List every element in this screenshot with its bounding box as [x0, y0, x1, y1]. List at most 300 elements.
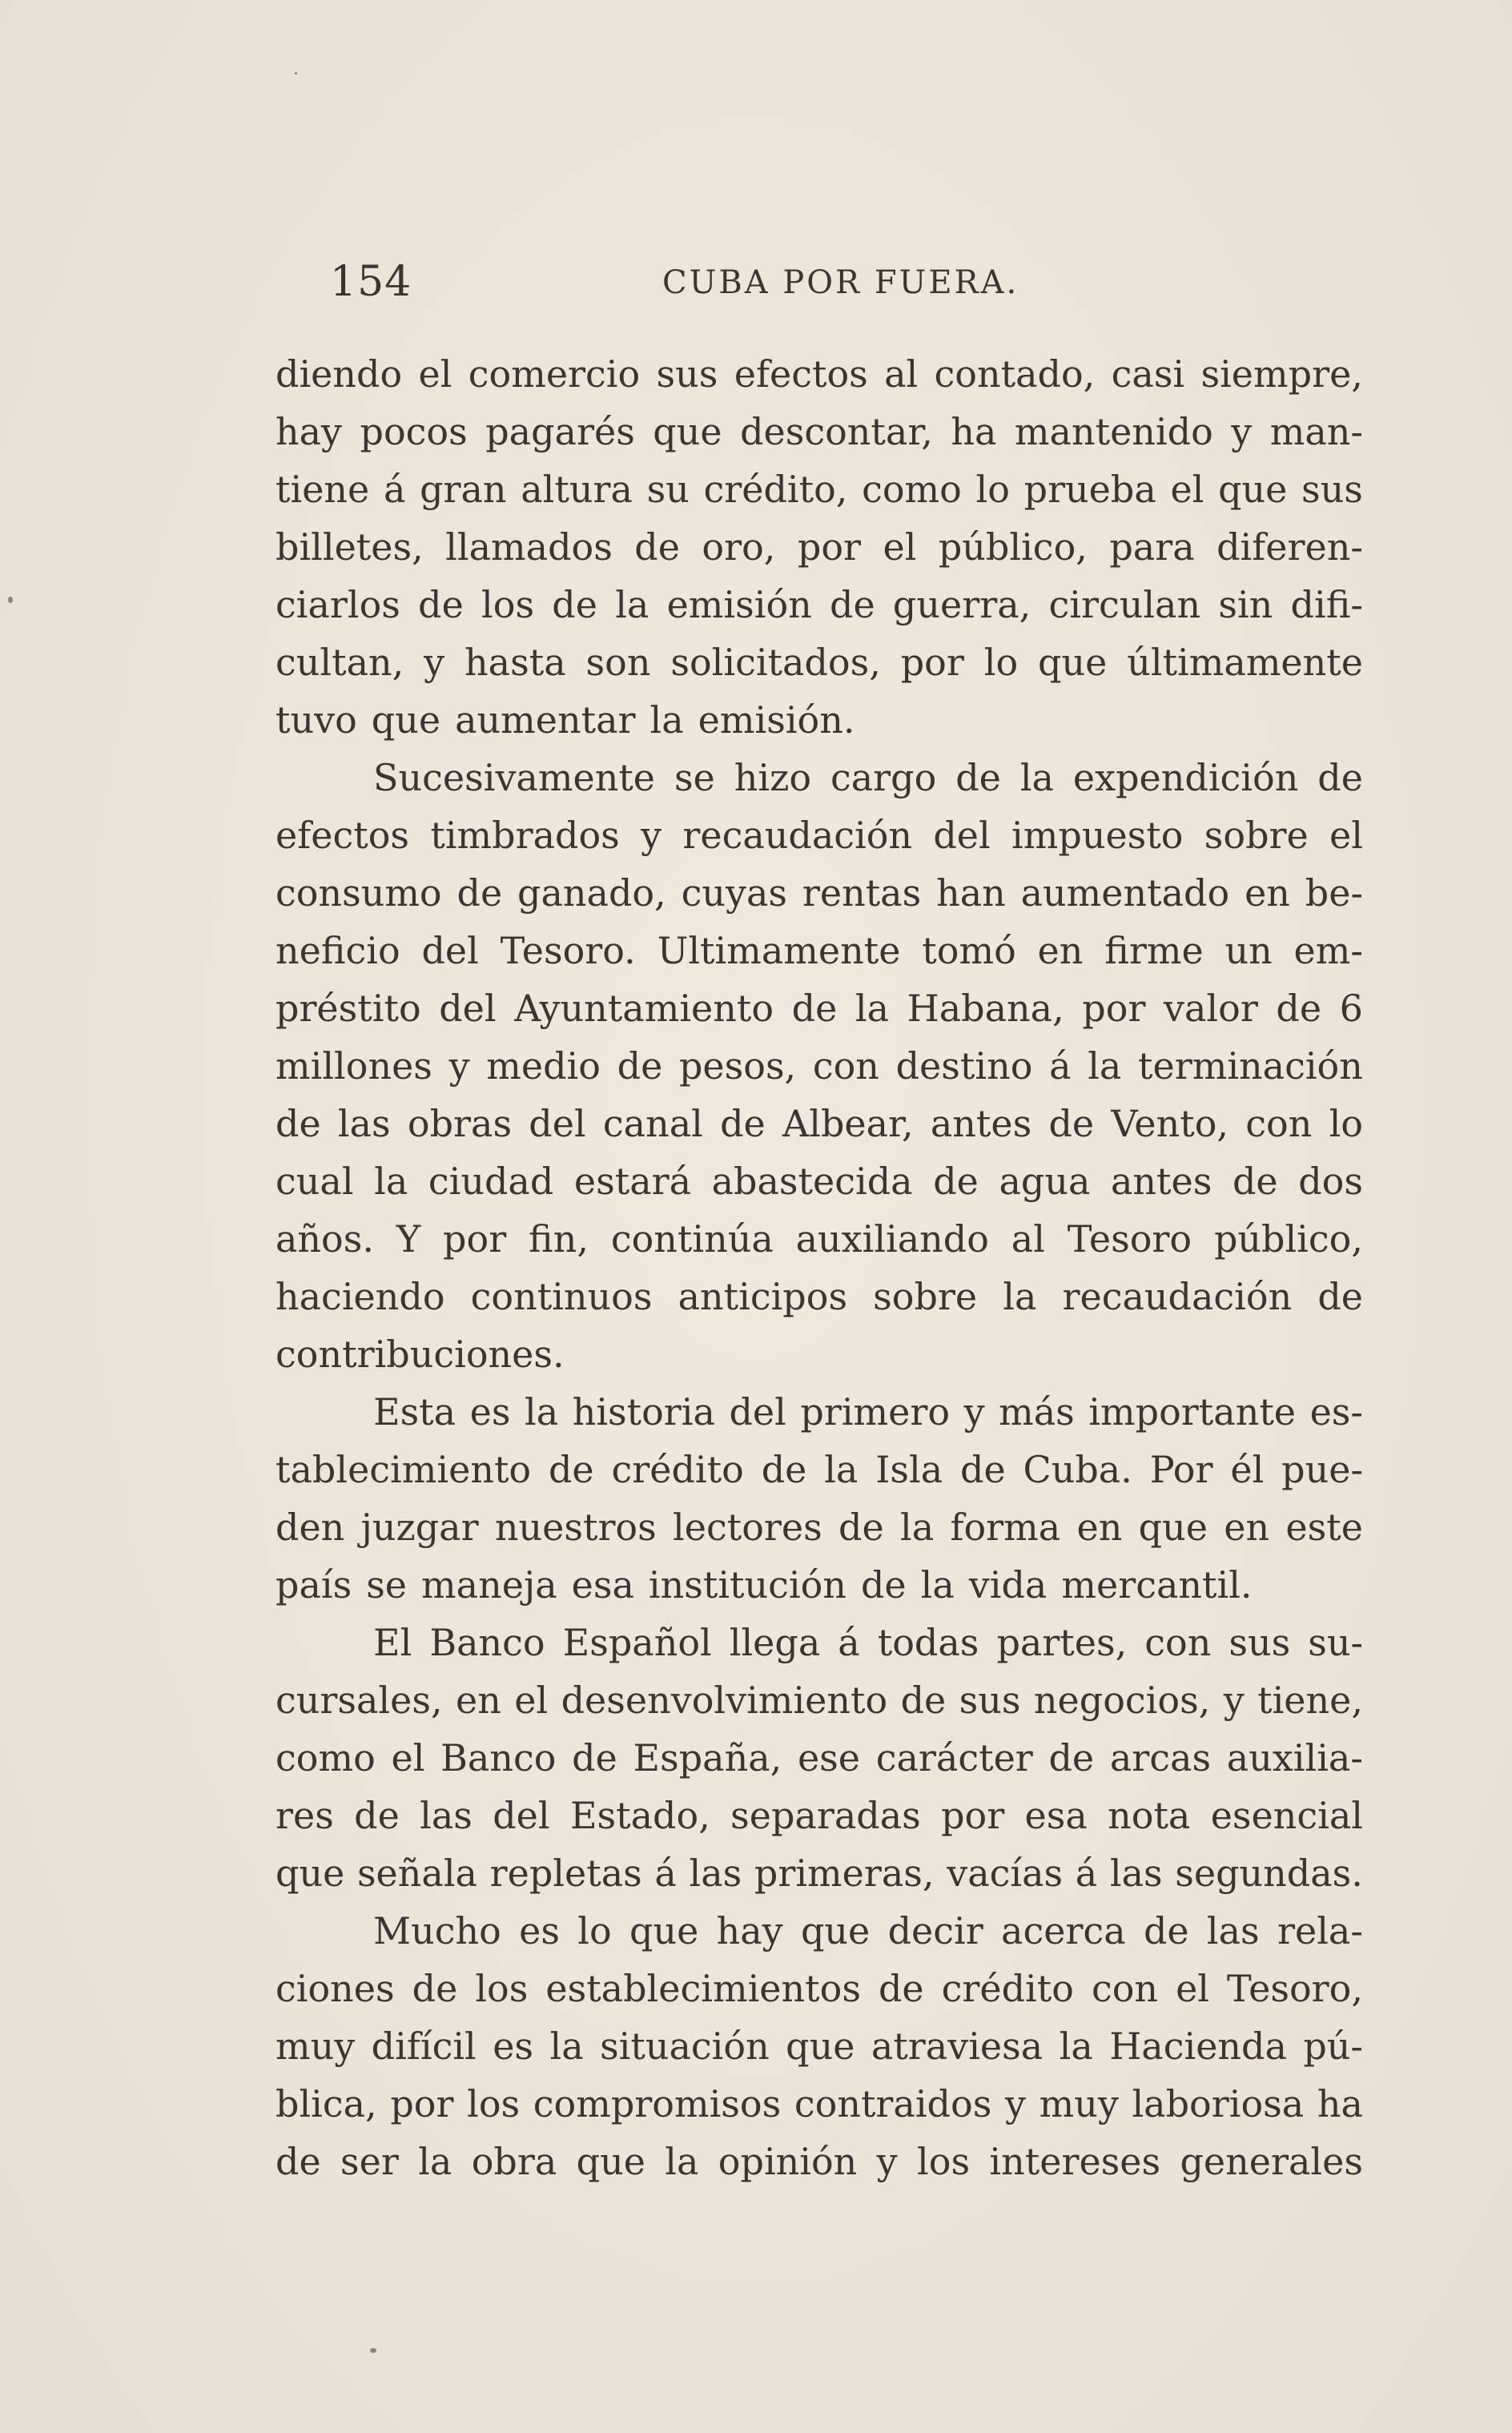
- text-line: [275, 1844, 1363, 1902]
- word: Isla: [875, 1448, 943, 1491]
- word: todas: [877, 1621, 979, 1664]
- word: ha: [1317, 2082, 1363, 2125]
- word: cursales,: [275, 1679, 443, 1722]
- word: que: [275, 1852, 345, 1895]
- word: repletas: [489, 1852, 642, 1895]
- word: valor: [1164, 987, 1258, 1030]
- word: desenvolvimiento: [561, 1679, 888, 1722]
- word: y: [1223, 1679, 1245, 1722]
- word: que: [576, 2140, 645, 2183]
- word: al: [1011, 1217, 1045, 1261]
- word: primeras,: [754, 1852, 935, 1895]
- text-line: [275, 460, 1363, 518]
- word: de: [1276, 987, 1322, 1030]
- text-line: [275, 1441, 1363, 1498]
- word: obra: [471, 2140, 557, 2183]
- word: pagarés: [485, 410, 635, 453]
- word: en: [455, 1679, 501, 1722]
- word: la: [1019, 756, 1054, 799]
- word: con: [812, 1044, 879, 1088]
- word: como: [862, 468, 962, 511]
- word: de: [933, 1160, 979, 1203]
- word: en: [1037, 929, 1084, 972]
- word: del: [493, 1794, 550, 1837]
- word: rela-: [1277, 1909, 1363, 1952]
- word: maneja: [421, 1563, 557, 1607]
- word: millones: [275, 1044, 432, 1088]
- word: muy: [1039, 2082, 1119, 2125]
- word: es-: [1309, 1390, 1363, 1434]
- word: Español: [562, 1621, 712, 1664]
- word: ciones: [275, 1967, 395, 2010]
- word: agua: [999, 1160, 1091, 1203]
- word: y: [1004, 2082, 1026, 2125]
- word: timbrados: [430, 814, 620, 857]
- word: últimamente: [1127, 641, 1363, 684]
- word: hay: [275, 410, 343, 453]
- word: institución: [648, 1563, 846, 1607]
- word: pue-: [1281, 1448, 1363, 1491]
- word: la: [418, 2140, 452, 2183]
- word: con: [1144, 1621, 1212, 1664]
- word: Banco: [440, 1736, 557, 1780]
- word: que: [629, 1909, 699, 1952]
- word: muy: [275, 2025, 356, 2068]
- word: Hacienda: [1109, 2025, 1287, 2068]
- word: las: [337, 1102, 391, 1145]
- word: han: [936, 871, 1006, 915]
- word: neficio: [275, 929, 400, 972]
- word: cargo: [830, 756, 937, 799]
- word: sus: [656, 352, 718, 396]
- word: país: [275, 1563, 352, 1607]
- word: el: [1170, 468, 1204, 511]
- word: acerca: [1001, 1909, 1126, 1952]
- word: segundas.: [1175, 1852, 1363, 1895]
- word: por: [941, 1794, 1005, 1837]
- word: vida: [968, 1563, 1048, 1607]
- word: él: [1230, 1448, 1265, 1491]
- word: á: [383, 468, 406, 511]
- word: las: [1206, 1909, 1260, 1952]
- word: del: [421, 929, 479, 972]
- word: cultan,: [275, 641, 404, 684]
- word: fin,: [529, 1217, 589, 1261]
- word: la: [374, 1160, 408, 1203]
- word: del: [439, 987, 497, 1030]
- word: ese: [797, 1736, 861, 1780]
- word: de: [1232, 1160, 1278, 1203]
- word: El: [373, 1621, 412, 1664]
- word: al: [884, 352, 919, 396]
- word: nota: [1108, 1794, 1191, 1837]
- word: carácter: [875, 1736, 1033, 1780]
- word: por: [797, 525, 862, 569]
- word: su-: [1308, 1621, 1363, 1664]
- word: de: [552, 583, 597, 626]
- word: del: [529, 1102, 586, 1145]
- word: los: [917, 2140, 971, 2183]
- word: de: [548, 1448, 594, 1491]
- word: llamados: [445, 525, 613, 569]
- ink-speck: [295, 72, 297, 74]
- word: por: [900, 641, 964, 684]
- word: Tesoro: [1067, 1217, 1192, 1261]
- word: pocos: [360, 410, 468, 453]
- word: difi-: [1290, 583, 1363, 626]
- word: sin: [1218, 583, 1273, 626]
- word: por: [443, 1217, 507, 1261]
- word: Y: [396, 1217, 421, 1261]
- word: los: [467, 2082, 521, 2125]
- word: el: [391, 1736, 425, 1780]
- word: aumentado: [1020, 871, 1230, 915]
- word: es: [469, 1390, 511, 1434]
- word: pesos,: [678, 1044, 797, 1088]
- word: cuyas: [681, 871, 787, 915]
- word: compromisos: [533, 2082, 782, 2125]
- word: impuesto: [1011, 814, 1184, 857]
- word: y: [876, 2140, 898, 2183]
- word: pú-: [1303, 2025, 1363, 2068]
- word: y: [963, 1390, 985, 1434]
- word: de: [761, 1448, 807, 1491]
- text-line: [275, 1325, 1363, 1383]
- word: un: [1224, 929, 1273, 972]
- word: negocios,: [1033, 1679, 1211, 1722]
- word: oro,: [702, 525, 776, 569]
- text-line: [275, 1152, 1363, 1210]
- word: Tesoro,: [1227, 1967, 1363, 2010]
- word: la: [920, 1563, 955, 1607]
- word: 6: [1339, 987, 1363, 1030]
- word: gran: [420, 468, 507, 511]
- page-number: 154: [330, 258, 412, 306]
- word: cual: [275, 1160, 354, 1203]
- ink-speck: [370, 2348, 376, 2353]
- word: billetes,: [275, 525, 424, 569]
- word: blica,: [275, 2082, 377, 2125]
- text-line: [275, 979, 1363, 1037]
- word: de: [900, 1679, 947, 1722]
- word: de: [354, 1794, 400, 1837]
- word: de: [456, 871, 503, 915]
- word: la: [649, 698, 684, 742]
- word: el: [418, 352, 452, 396]
- text-line: [275, 1787, 1363, 1844]
- word: la: [1059, 2025, 1093, 2068]
- word: crédito,: [703, 468, 848, 511]
- word: sobre: [873, 1275, 978, 1318]
- word: historia: [572, 1390, 715, 1434]
- word: estará: [573, 1160, 692, 1203]
- word: esencial: [1210, 1794, 1363, 1837]
- word: la: [824, 1448, 859, 1491]
- word: la: [615, 583, 649, 626]
- word: contraidos: [794, 2082, 992, 2125]
- word: á: [1049, 1044, 1072, 1088]
- word: tuvo: [275, 698, 357, 742]
- word: tablecimiento: [275, 1448, 532, 1491]
- word: Cuba.: [1023, 1448, 1132, 1491]
- text-line: [275, 1037, 1363, 1095]
- word: de: [418, 583, 464, 626]
- text-line: [275, 633, 1363, 691]
- word: mercantil.: [1061, 1563, 1253, 1607]
- word: auxiliando: [795, 1217, 989, 1261]
- word: de: [960, 1448, 1006, 1491]
- word: por: [1082, 987, 1146, 1030]
- text-line: [275, 1902, 1363, 1960]
- word: opinión: [718, 2140, 858, 2183]
- word: sobre: [1204, 814, 1309, 857]
- word: de: [1317, 1275, 1363, 1318]
- word: contribuciones.: [275, 1333, 565, 1376]
- text-line: [275, 518, 1363, 576]
- word: ganado,: [517, 871, 666, 915]
- word: Albear,: [782, 1102, 914, 1145]
- word: crédito: [941, 1967, 1074, 2010]
- word: de: [572, 1736, 617, 1780]
- ink-speck: [8, 597, 13, 603]
- page-header: [330, 258, 1363, 306]
- word: el: [883, 525, 917, 569]
- word: lo: [1329, 1102, 1363, 1145]
- word: contado,: [934, 352, 1096, 396]
- text-line: [275, 2017, 1363, 2075]
- word: laboriosa: [1132, 2082, 1305, 2125]
- word: este: [1285, 1506, 1363, 1549]
- word: prueba: [1023, 468, 1156, 511]
- text-line: [275, 1498, 1363, 1556]
- word: res: [275, 1794, 334, 1837]
- word: por: [390, 2082, 454, 2125]
- word: consumo: [275, 871, 442, 915]
- word: llega: [729, 1621, 821, 1664]
- word: de: [878, 1967, 924, 2010]
- word: Vento,: [1111, 1102, 1229, 1145]
- word: nuestros: [494, 1506, 657, 1549]
- word: solicitados,: [670, 641, 881, 684]
- word: generales: [1180, 2140, 1363, 2183]
- word: público,: [938, 525, 1088, 569]
- text-line: [275, 345, 1363, 403]
- word: terminación: [1138, 1044, 1363, 1088]
- text-line: [275, 1729, 1363, 1787]
- word: el: [1329, 814, 1363, 857]
- word: crédito: [611, 1448, 744, 1491]
- word: de: [1143, 1909, 1189, 1952]
- text-line: [275, 1556, 1363, 1614]
- word: emisión.: [698, 698, 855, 742]
- word: sus: [1228, 1621, 1291, 1664]
- word: establecimientos: [545, 1967, 861, 2010]
- text-line: [275, 922, 1363, 979]
- word: expendición: [1072, 756, 1299, 799]
- word: circulan: [1048, 583, 1201, 626]
- word: la: [900, 1506, 935, 1549]
- word: ciudad: [428, 1160, 554, 1203]
- word: hasta: [464, 641, 566, 684]
- word: y: [448, 1044, 470, 1088]
- word: canal: [602, 1102, 703, 1145]
- word: man-: [1269, 410, 1363, 453]
- word: dos: [1298, 1160, 1363, 1203]
- word: la: [1003, 1275, 1037, 1318]
- text-line: [275, 691, 1363, 749]
- word: Sucesivamente: [373, 756, 656, 799]
- word: como: [275, 1736, 376, 1780]
- text-line: [275, 576, 1363, 633]
- text-line: [275, 1268, 1363, 1325]
- word: mantenido: [1014, 410, 1213, 453]
- word: den: [275, 1506, 345, 1549]
- word: de: [617, 1044, 663, 1088]
- word: decir: [887, 1909, 983, 1952]
- word: Tesoro.: [500, 929, 636, 972]
- word: con: [1245, 1102, 1313, 1145]
- text-line: [275, 1614, 1363, 1671]
- word: Ultimamente: [657, 929, 901, 972]
- word: préstito: [275, 987, 421, 1030]
- word: de: [955, 756, 1001, 799]
- word: siempre,: [1200, 352, 1363, 396]
- word: que: [653, 410, 722, 453]
- word: su: [646, 468, 690, 511]
- word: público,: [1213, 1217, 1363, 1261]
- word: es: [493, 2025, 534, 2068]
- word: el: [1176, 1967, 1209, 2010]
- word: á: [838, 1621, 860, 1664]
- word: se: [366, 1563, 408, 1607]
- word: las: [1109, 1852, 1163, 1895]
- word: de: [275, 2140, 321, 2183]
- word: de: [412, 1967, 458, 2010]
- text-line: [275, 806, 1363, 864]
- word: anticipos: [678, 1275, 848, 1318]
- word: be-: [1305, 871, 1363, 915]
- word: años.: [275, 1217, 374, 1261]
- word: situación: [600, 2025, 770, 2068]
- body-text: [275, 345, 1363, 2190]
- word: juzgar: [360, 1506, 479, 1549]
- word: las: [420, 1794, 472, 1837]
- word: partes,: [996, 1621, 1128, 1664]
- word: rentas: [802, 871, 922, 915]
- word: continúa: [610, 1217, 774, 1261]
- word: esa: [571, 1563, 634, 1607]
- word: de: [1317, 756, 1363, 799]
- word: para: [1109, 525, 1195, 569]
- word: con: [1091, 1967, 1159, 2010]
- word: primero: [800, 1390, 951, 1434]
- word: aumentar: [455, 698, 636, 742]
- word: intereses: [989, 2140, 1161, 2183]
- word: es: [519, 1909, 560, 1952]
- word: en: [1224, 1506, 1270, 1549]
- word: son: [585, 641, 651, 684]
- text-line: [275, 1095, 1363, 1152]
- word: la: [665, 2140, 699, 2183]
- word: la: [549, 2025, 584, 2068]
- text-line: [275, 2133, 1363, 2190]
- word: lo: [577, 1909, 612, 1952]
- word: los: [475, 1967, 529, 2010]
- word: destino: [895, 1044, 1033, 1088]
- word: obras: [407, 1102, 513, 1145]
- word: y: [641, 814, 662, 857]
- word: casi: [1111, 352, 1185, 396]
- word: de: [791, 987, 838, 1030]
- word: y: [424, 641, 445, 684]
- text-line: [275, 1671, 1363, 1729]
- word: la: [1088, 1044, 1122, 1088]
- word: Mucho: [373, 1909, 501, 1952]
- word: haciendo: [275, 1275, 445, 1318]
- word: firme: [1104, 929, 1204, 972]
- word: que: [800, 1909, 871, 1952]
- word: de: [275, 1102, 321, 1145]
- word: medio: [486, 1044, 601, 1088]
- word: esa: [1024, 1794, 1088, 1837]
- word: ser: [340, 2140, 399, 2183]
- word: ciarlos: [275, 583, 400, 626]
- word: forma: [950, 1506, 1061, 1549]
- word: guerra,: [892, 583, 1031, 626]
- word: sus: [1301, 468, 1363, 511]
- word: España,: [633, 1736, 782, 1780]
- word: vacías: [947, 1852, 1064, 1895]
- word: y: [1231, 410, 1253, 453]
- word: emisión: [666, 583, 812, 626]
- word: que: [1038, 641, 1108, 684]
- word: antes: [930, 1102, 1032, 1145]
- word: de: [1048, 1736, 1095, 1780]
- text-line: [275, 2075, 1363, 2133]
- word: efectos: [734, 352, 868, 396]
- word: de: [860, 1563, 907, 1607]
- running-title: CUBA POR FUERA.: [662, 264, 1019, 301]
- text-line: [275, 1210, 1363, 1268]
- word: em-: [1293, 929, 1363, 972]
- word: recaudación: [682, 814, 913, 857]
- text-line: [275, 749, 1363, 806]
- word: que: [1138, 1506, 1208, 1549]
- word: ha: [951, 410, 997, 453]
- word: de: [838, 1506, 884, 1549]
- word: el: [514, 1679, 549, 1722]
- word: señala: [356, 1852, 477, 1895]
- word: tiene: [275, 468, 370, 511]
- word: arcas: [1109, 1736, 1212, 1780]
- word: descontar,: [740, 410, 933, 453]
- word: sus: [959, 1679, 1021, 1722]
- word: más: [999, 1390, 1075, 1434]
- text-line: [275, 403, 1363, 460]
- word: Banco: [429, 1621, 545, 1664]
- word: los: [481, 583, 535, 626]
- word: diendo: [275, 352, 403, 396]
- text-line: [275, 1960, 1363, 2017]
- word: importante: [1088, 1390, 1297, 1434]
- word: la: [525, 1390, 559, 1434]
- word: altura: [521, 468, 633, 511]
- word: que: [1218, 468, 1288, 511]
- word: recaudación: [1062, 1275, 1293, 1318]
- word: diferen-: [1216, 525, 1363, 569]
- word: Habana,: [907, 987, 1064, 1030]
- word: separadas: [730, 1794, 921, 1837]
